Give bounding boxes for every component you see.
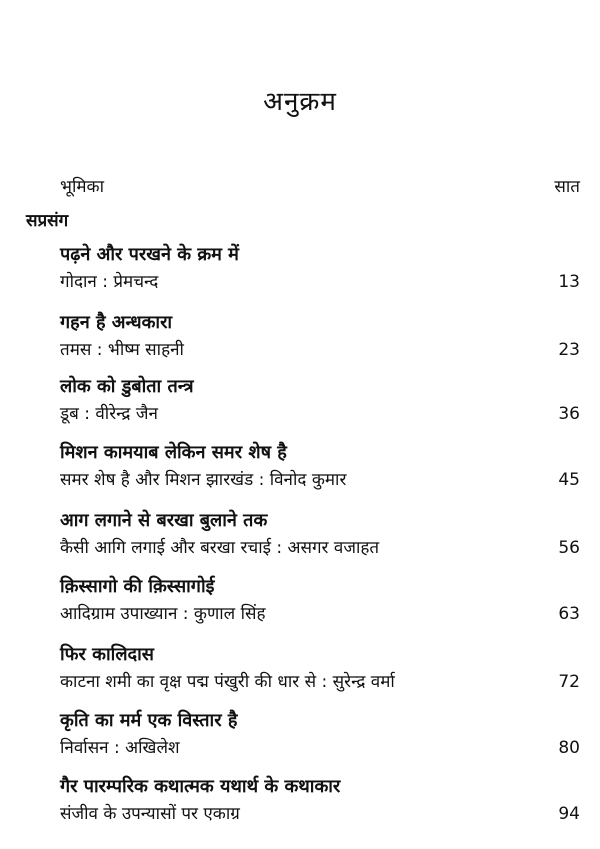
toc-entry: [60, 642, 580, 708]
entry-subject: निर्वासन : अखिलेश: [60, 738, 180, 758]
entry-title: लोक को डुबोता तन्त्र: [60, 376, 194, 397]
entry-subject: डूब : वीरेन्द्र जैन: [60, 404, 158, 424]
entry-subject: गोदान : प्रेमचन्द: [60, 272, 159, 292]
entry-title: क़िस्सागो की क़िस्सागोई: [60, 576, 215, 597]
intro-page-number: सात: [554, 177, 580, 197]
page-title: अनुक्रम: [263, 87, 337, 117]
section-heading: सप्रसंग: [26, 211, 69, 231]
entry-subject: कैसी आगि लगाई और बरखा रचाई : असगर वजाहत: [60, 538, 380, 558]
entry-page-number: 45: [558, 470, 580, 490]
entry-page-number: 36: [558, 404, 580, 424]
entry-page-number: 56: [558, 538, 580, 558]
entry-subject: समर शेष है और मिशन झारखंड : विनोद कुमार: [60, 470, 347, 490]
toc-entry: [60, 374, 580, 440]
entry-title: फिर कालिदास: [60, 644, 154, 665]
entry-subject: काटना शमी का वृक्ष पद्म पंखुरी की धार से : सुरेन्द्र वर्मा: [60, 672, 395, 692]
toc-entry: [60, 774, 580, 840]
toc-entry: [60, 310, 580, 376]
entry-page-number: 23: [558, 340, 580, 360]
toc-entry: [60, 440, 580, 506]
entry-subject: आदिग्राम उपाख्यान : कुणाल सिंह: [60, 604, 266, 624]
entry-title: कृति का मर्म एक विस्तार है: [60, 710, 238, 731]
entry-title: गहन है अन्धकारा: [60, 312, 173, 333]
intro-row: [60, 174, 580, 197]
toc-entry: [60, 242, 580, 308]
entry-subject: तमस : भीष्म साहनी: [60, 340, 184, 360]
entry-title: पढ़ने और परखने के क्रम में: [60, 244, 239, 265]
entry-page-number: 80: [558, 738, 580, 758]
toc-entry: [60, 574, 580, 640]
entry-page-number: 94: [558, 804, 580, 824]
entry-page-number: 72: [558, 672, 580, 692]
entry-title: आग लगाने से बरखा बुलाने तक: [60, 510, 268, 531]
entry-page-number: 63: [558, 604, 580, 624]
entry-subject: संजीव के उपन्यासों पर एकाग्र: [60, 804, 240, 824]
toc-entry: [60, 508, 580, 574]
entry-page-number: 13: [558, 272, 580, 292]
intro-label: भूमिका: [60, 177, 104, 197]
entry-title: मिशन कामयाब लेकिन समर शेष है: [60, 442, 287, 463]
entry-title: गैर पारम्परिक कथात्मक यथार्थ के कथाकार: [60, 776, 341, 797]
toc-entry: [60, 708, 580, 774]
